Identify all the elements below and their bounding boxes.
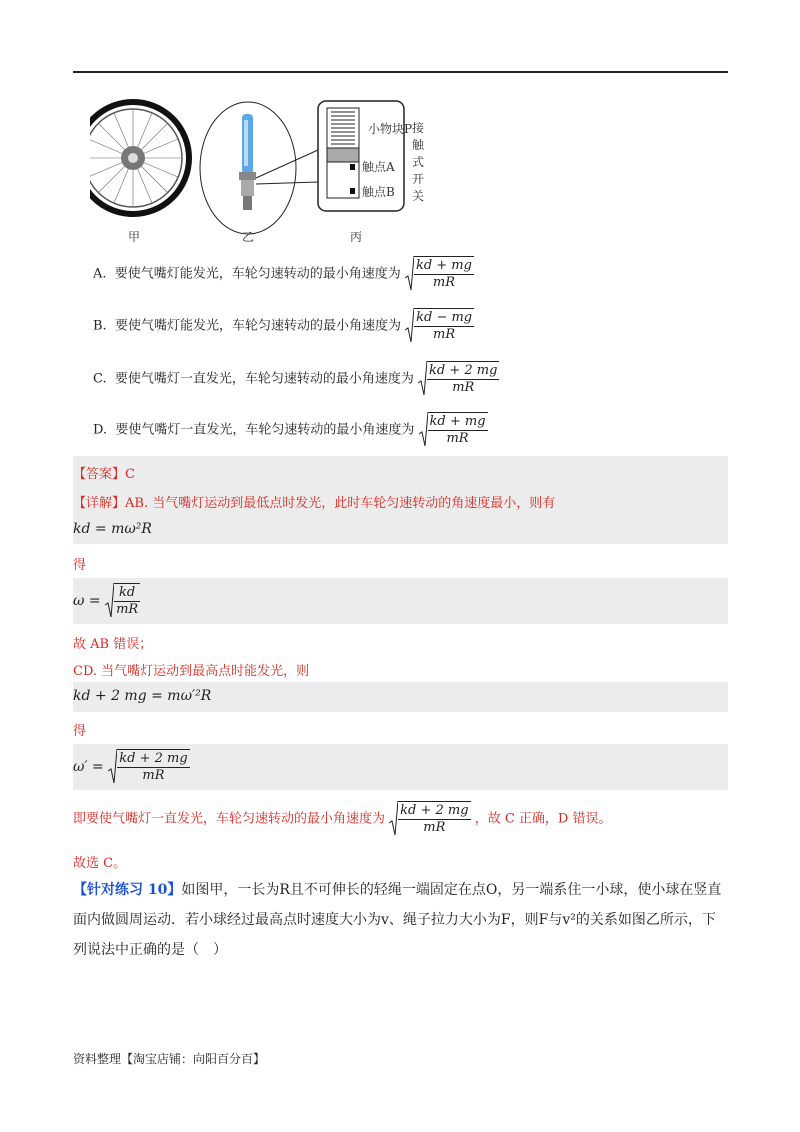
equation-2: ω = $\frac{kd}{mR}$ [73,585,139,617]
bicycle-wheel-image [90,102,189,214]
detail-line-2: CD. 当气嘴灯运动到最高点时能发光，则 [73,664,310,679]
label-block-p: 小物块P [368,122,413,136]
figure-wheel-valve-switch [90,98,430,248]
sqrt-fraction: $\frac{kd + mg}{mR}$ [405,256,474,292]
label-bing: 丙 [350,230,363,244]
footer-source: 资料整理【淘宝店铺：向阳百分百】 [73,1052,266,1066]
detail-line-1: 【详解】AB. 当气嘴灯运动到最低点时发光，此时车轮匀速转动的角速度最小，则有 [73,496,556,511]
equation-1: kd = mω²R [73,521,152,537]
header-rule [73,71,728,73]
option-c: C. 要使气嘴灯一直发光，车轮匀速转动的最小角速度为 $\frac{kd + 2 mg}{mR}$ [93,363,498,395]
de-1: 得 [73,558,87,573]
conclusion-cd: 即要使气嘴灯一直发光，车轮匀速转动的最小角速度为 $\frac{kd + 2 mg}{mR}$ ，故 C 正确，D 错误。 [73,803,612,835]
sqrt-fraction: $\frac{kd + mg}{mR}$ [419,412,488,448]
option-d: D. 要使气嘴灯一直发光，车轮匀速转动的最小角速度为 $\frac{kd + mg}{mR}$ [93,414,486,446]
label-jia: 甲 [128,230,141,244]
label-contact-b: 触点B [362,185,395,199]
sqrt-fraction: $\frac{kd - mg}{mR}$ [405,308,474,344]
option-a: A. 要使气嘴灯能发光，车轮匀速转动的最小角速度为 $\frac{kd + mg}{mR}$ [93,258,472,290]
label-switch: 接 触 式 开 关 [412,121,425,203]
label-yi: 乙 [242,230,255,244]
exercise-10: 【针对练习 10】如图甲，一长为R且不可伸长的轻绳一端固定在点O，另一端系住一小球，使小球在竖直 面内做圆周运动．若小球经过最高点时速度大小为v、绳子拉力大小为F，则F与v²的关系如图乙所示，下 列说法中正确的是（ ） [73,882,722,958]
label-contact-a: 触点A [362,160,395,174]
valve-light-image [200,102,318,234]
option-b: B. 要使气嘴灯能发光，车轮匀速转动的最小角速度为 $\frac{kd - mg}{mR}$ [93,310,473,342]
equation-3: kd + 2 mg = mω′²R [73,688,212,704]
answer-line: 【答案】C [73,467,135,482]
select-line: 故选 C。 [73,856,127,871]
sqrt-fraction: $\frac{kd + 2 mg}{mR}$ [418,361,499,397]
equation-4: ω′ = $\frac{kd + 2 mg}{mR}$ [73,751,188,783]
shade-eq2 [73,578,728,624]
conclusion-ab: 故 AB 错误； [73,637,153,652]
de-2: 得 [73,724,87,739]
